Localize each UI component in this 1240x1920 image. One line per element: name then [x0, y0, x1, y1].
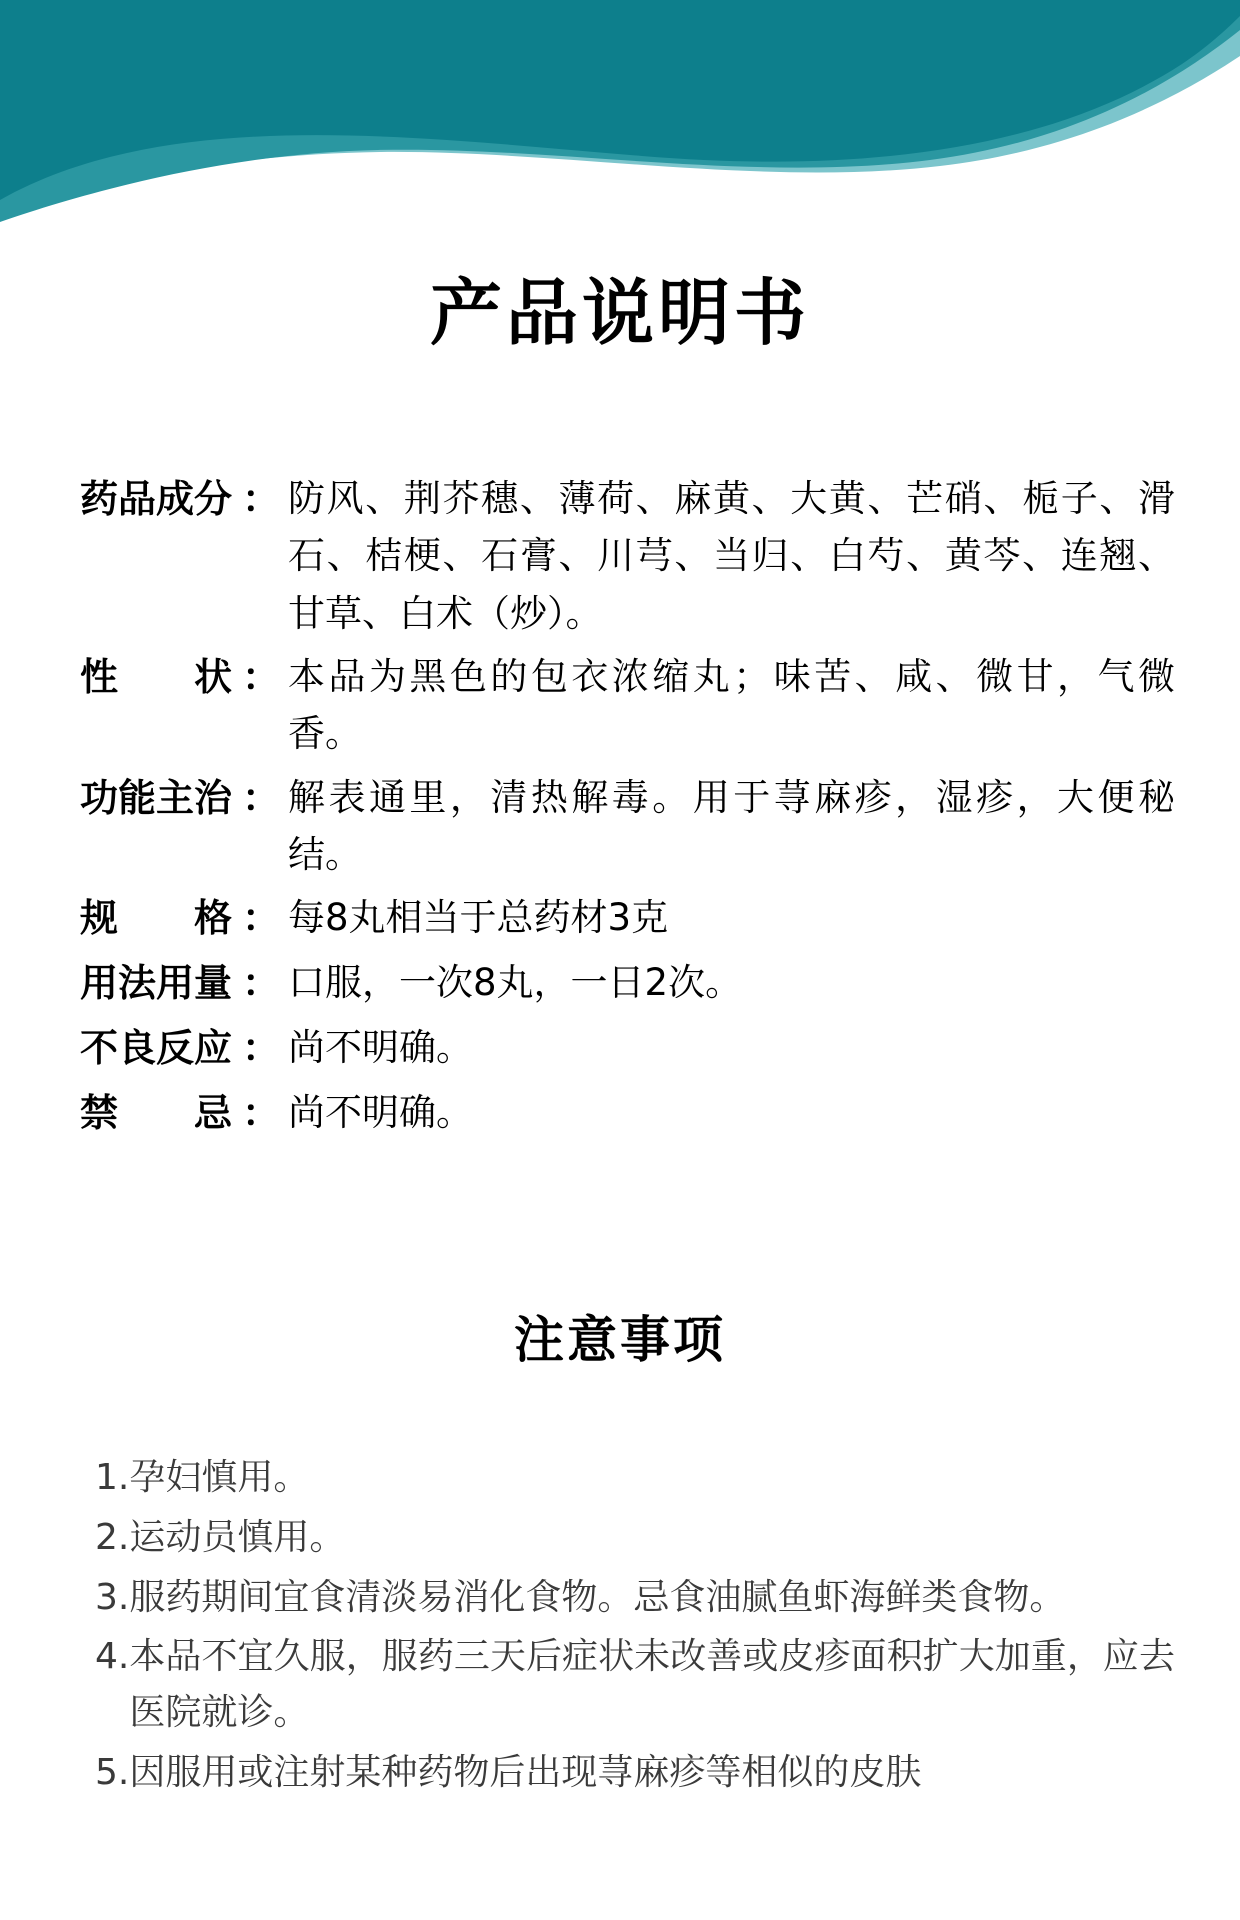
list-item-text: 本品不宜久服，服药三天后症状未改善或皮疹面积扩大加重，应去医院就诊。: [129, 1636, 1175, 1734]
info-row: [80, 1019, 1175, 1078]
info-value: 本品为黑色的包衣浓缩丸；味苦、咸、微甘，气微香。: [288, 655, 1175, 756]
info-label-text: 用法用量: [80, 961, 233, 1006]
info-label-text: 功能主治: [80, 775, 233, 820]
list-item-number: 2.: [95, 1516, 130, 1558]
page-title: 产品说明书: [429, 271, 810, 355]
info-label: [80, 470, 280, 529]
list-item: [95, 1745, 1175, 1801]
info-value: 口服，一次8丸，一日2次。: [288, 961, 743, 1005]
info-row: [80, 889, 1175, 948]
info-value: 尚不明确。: [288, 1091, 473, 1135]
info-value: 防风、荆芥穗、薄荷、麻黄、大黄、芒硝、栀子、滑石、桔梗、石膏、川芎、当归、白芍、黄芩、连翘、甘草、白术（炒）。: [288, 477, 1175, 635]
info-value: 尚不明确。: [288, 1026, 473, 1070]
list-item: [95, 1510, 1175, 1566]
list-item: [95, 1450, 1175, 1506]
info-label-colon: ：: [241, 896, 280, 941]
info-label-text: 规 格: [80, 896, 233, 941]
list-item-number: 4.: [95, 1636, 130, 1678]
list-item-number: 1.: [95, 1457, 130, 1498]
info-label-colon: ：: [241, 961, 280, 1006]
info-label: [80, 1084, 280, 1143]
info-label: [80, 769, 280, 828]
list-item-number: 3.: [95, 1576, 130, 1618]
section-heading-notice: 注意事项: [514, 1311, 726, 1369]
list-item-number: 5.: [95, 1751, 130, 1793]
info-label-text: 药品成分: [80, 477, 233, 521]
info-label-colon: ：: [241, 1026, 280, 1071]
list-item-text: 因服用或注射某种药物后出现荨麻疹等相似的皮肤: [129, 1751, 922, 1793]
info-label-text: 禁 忌: [80, 1091, 233, 1136]
info-row: [80, 470, 1175, 642]
info-row: [80, 954, 1175, 1013]
info-row: [80, 648, 1175, 763]
info-label-colon: ：: [241, 1091, 280, 1136]
list-item: [95, 1629, 1175, 1741]
info-row: [80, 1084, 1175, 1143]
info-value: 解表通里，清热解毒。用于荨麻疹，湿疹，大便秘结。: [288, 775, 1175, 877]
info-label: [80, 648, 280, 707]
list-item: [95, 1570, 1175, 1626]
info-label-colon: ：: [241, 477, 280, 521]
info-label: [80, 889, 280, 948]
info-label-text: 不良反应: [80, 1026, 233, 1071]
info-label: [80, 954, 280, 1013]
info-row: [80, 769, 1175, 884]
info-label-colon: ：: [241, 655, 280, 700]
notice-list: [95, 1450, 1175, 1805]
list-item-text: 孕妇慎用。: [129, 1457, 310, 1498]
list-item-text: 服药期间宜食清淡易消化食物。忌食油腻鱼虾海鲜类食物。: [129, 1576, 1066, 1618]
decorative-wave-banner: [0, 0, 1240, 230]
product-info-block: [80, 470, 1175, 1149]
info-label: [80, 1019, 280, 1078]
info-value: 每8丸相当于总药材3克: [288, 896, 669, 940]
list-item-text: 运动员慎用。: [129, 1516, 346, 1558]
info-label-colon: ：: [241, 775, 280, 820]
info-label-text: 性 状: [80, 655, 233, 700]
